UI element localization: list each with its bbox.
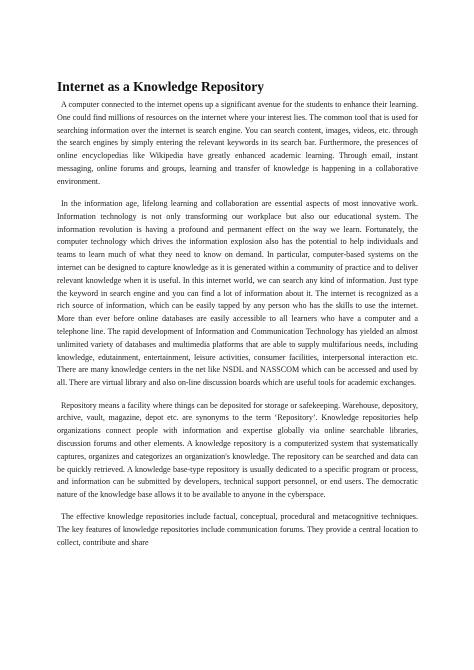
paragraph-1: A computer connected to the internet opens up a significant avenue for the students to enhance their learning. One could find millions of resources on the internet where your interest lies. The common tool that is used for searching information over the internet is search engine. You can search content, images, videos, etc. through the search engines by simply entering the relevant keywords in its search bar. Furthermore, the presences of online encyclopedias like Wikipedia have greatly enhanced academic learning. Through email, instant messaging, online forums and groups, learning and transfer of knowledge is happening in a collaborative environment. <box>57 100 418 186</box>
document-body <box>57 99 418 550</box>
document-title: Internet as a Knowledge Repository <box>57 79 264 94</box>
paragraph-4: The effective knowledge repositories include factual, conceptual, procedural and metacognitive techniques. The key features of knowledge repositories include communication forums. They provide a central location to collect, contribute and share <box>57 512 418 547</box>
paragraph-3: Repository means a facility where things can be deposited for storage or safekeeping. Warehouse, depository, archive, vault, magazine, depot etc. are synonyms to the term ‘Repository’. Knowledge repositories help organizations connect people with information and expertise globally via online searchable libraries, discussion forums and other elements. A knowledge repository is a computerized system that systematically captures, organizes and categorizes an organization's knowledge. The repository can be searched and data can be quickly retrieved. A knowledge base-type repository is usually dedicated to a specific program or process, and information can be submitted by developers, technical support personnel, or end users. The democratic nature of the knowledge base allows it to be available to anyone in the cyberspace. <box>57 400 418 500</box>
paragraph-2: In the information age, lifelong learning and collaboration are essential aspects of most innovative work. Information technology is not only transforming our workplace but also our educational system. The information revolution is having a profound and permanent effect on the way we learn. Fortunately, the computer technology which drives the information explosion also has the potential to help individuals and teams to learn much of what they need to know on demand. In particular, computer-based systems on the internet can be designed to capture knowledge as it is generated within a community of practice and to deliver relevant knowledge when it is useful. In this internet world, we can search any kind of information. Just type the keyword in search engine and you can find a lot of information about it. The internet is recognized as a rich source of information, which can be easily tapped by any person who has the skills to use the internet. More than ever before online databases are easily accessible to all learners who have a computer and a telephone line. The rapid development of Information and Communication Technology has yielded an almost unlimited variety of databases and multimedia platforms that are able to supply multifarious needs, including knowledge, edutainment, entertainment, leisure activities, consumer facilities, interpersonal interaction etc. There are many knowledge centers in the net like NSDL and NASSCOM which can be accessed and used by all. There are virtual library and also on-line discussion boards which are useful tools for academic exchanges. <box>57 199 418 388</box>
